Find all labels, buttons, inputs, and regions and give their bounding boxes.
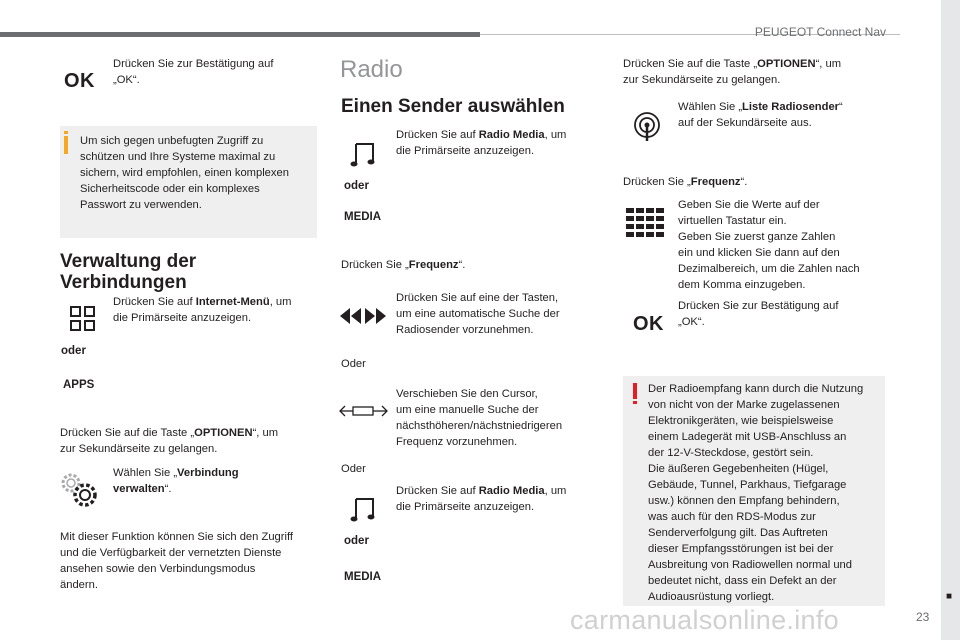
warning-box — [623, 376, 885, 606]
text-line: um eine automatische Suche der — [396, 308, 560, 320]
oder-label: oder — [344, 535, 369, 547]
text-line: Wählen Sie „Liste Radiosender“ — [678, 101, 843, 113]
ok-instruction — [678, 298, 878, 330]
text-line: Um sich gegen unbefugten Zugriff zu — [80, 135, 264, 147]
text-line: sichern, wird empfohlen, einen komplexen — [80, 167, 289, 179]
warning-icon — [633, 383, 637, 399]
heading-line: Verbindungen — [60, 272, 187, 293]
text-line: Sicherheitscode oder ein komplexes — [80, 183, 260, 195]
info-icon-dot — [64, 131, 68, 134]
ok-instruction — [113, 56, 313, 88]
music-note-icon — [350, 496, 376, 524]
text-line: Gebäude, Tunnel, Parkhaus, Tiefgarage — [648, 479, 847, 491]
text-line: usw.) können den Empfang behindern, — [648, 495, 840, 507]
text-line: Mit dieser Funktion können Sie sich den Zugriff — [60, 531, 293, 543]
text-line: Die äußeren Gegebenheiten (Hügel, — [648, 463, 829, 475]
sidebar-marker: ■ — [946, 591, 953, 602]
oder-label: Oder — [341, 358, 366, 370]
text-line: Drücken Sie auf Radio Media, um — [396, 129, 567, 141]
frequency-slider-icon — [339, 404, 389, 418]
seek-instruction — [396, 290, 596, 338]
text-line: auf der Sekundärseite aus. — [678, 117, 812, 129]
text-line: der 12-V-Steckdose, gestört sein. — [648, 447, 814, 459]
text-line: Verschieben Sie den Cursor, — [396, 388, 538, 400]
keypad-instruction — [678, 197, 893, 293]
frequenz-instruction: Drücken Sie „Frequenz“. — [623, 176, 748, 188]
text-line: dem Komma einzugeben. — [678, 279, 806, 291]
text-line: Der Radioempfang kann durch die Nutzung — [648, 383, 864, 395]
oder-label: oder — [61, 345, 86, 357]
text-line: Drücken Sie zur Bestätigung auf — [678, 300, 839, 312]
text-line: Drücken Sie auf die Taste „OPTIONEN“, um — [60, 427, 279, 439]
radio-title: Radio — [340, 56, 403, 83]
info-icon — [64, 136, 68, 154]
text-line: verwalten“. — [113, 483, 172, 495]
closing-paragraph — [60, 529, 322, 593]
verbindung-instruction — [113, 465, 313, 497]
liste-instruction — [678, 99, 888, 131]
radio-station-icon — [632, 112, 662, 142]
media-label: MEDIA — [344, 571, 382, 583]
text-line: zur Sekundärseite zu gelangen. — [60, 443, 218, 455]
page-number: 23 — [916, 610, 930, 624]
text-line: um eine manuelle Suche der — [396, 404, 539, 416]
text-line: Radiosender vorzunehmen. — [396, 324, 534, 336]
keypad-icon — [626, 208, 666, 238]
text-line: was auch für den RDS-Modus zur — [648, 511, 816, 523]
media-label: MEDIA — [344, 211, 382, 223]
text-line: Drücken Sie auf eine der Tasten, — [396, 292, 559, 304]
text-line: ändern. — [60, 579, 98, 591]
oder-label: oder — [344, 180, 369, 192]
text-line: die Primärseite anzuzeigen. — [396, 145, 535, 157]
text-line: ansehen sowie den Verbindungsmodus — [60, 563, 256, 575]
ok-icon: OK — [633, 313, 664, 335]
text-line: virtuellen Tastatur ein. — [678, 215, 787, 227]
text-line: Dezimalbereich, um die Zahlen nach — [678, 263, 860, 275]
header-title: PEUGEOT Connect Nav — [754, 25, 886, 39]
text-line: die Primärseite anzuzeigen. — [113, 312, 252, 324]
cursor-instruction — [396, 386, 596, 450]
text-line: Drücken Sie auf Radio Media, um — [396, 485, 567, 497]
section-heading — [60, 251, 196, 293]
music-note-icon — [350, 141, 376, 169]
optionen-instruction — [60, 425, 320, 457]
text-line: Ausbreitung von Radiowellen normal und — [648, 559, 852, 571]
text-line: Geben Sie zuerst ganze Zahlen — [678, 231, 836, 243]
text-line: die Primärseite anzuzeigen. — [396, 501, 535, 513]
info-box — [60, 126, 317, 238]
warning-text — [648, 381, 884, 605]
text-line: bedeutet nicht, dass ein Defekt an der — [648, 575, 837, 587]
text-line: und die Verfügbarkeit der vernetzten Dienste — [60, 547, 282, 559]
page-sidebar — [941, 0, 960, 640]
radio-media-instruction — [396, 483, 596, 515]
optionen-instruction — [623, 56, 888, 88]
seek-arrows-icon — [339, 306, 387, 326]
gear-icon — [58, 470, 100, 510]
text-line: nächsthöheren/nächstniedrigeren — [396, 420, 563, 432]
apps-label: APPS — [63, 379, 95, 391]
internet-menu-instruction — [113, 294, 318, 326]
text-line: Drücken Sie auf die Taste „OPTIONEN“, um — [623, 58, 842, 70]
text-line: schützen und Ihre Systeme maximal zu — [80, 151, 276, 163]
oder-label: Oder — [341, 463, 366, 475]
frequenz-instruction: Drücken Sie „Frequenz“. — [341, 259, 466, 271]
internet-menu-icon — [70, 306, 96, 332]
heading-line: Verwaltung der — [60, 251, 197, 272]
ok-icon: OK — [64, 70, 95, 92]
text-line: ein und klicken Sie dann auf den — [678, 247, 840, 259]
header-rule — [0, 32, 480, 37]
text-line: Drücken Sie auf Internet-Menü, um — [113, 296, 292, 308]
info-text — [80, 133, 315, 213]
text-line: „OK“. — [678, 316, 705, 328]
text-line: Frequenz vorzunehmen. — [396, 436, 518, 448]
warning-icon-dot — [633, 401, 637, 404]
text-line: Audioausrüstung vorliegt. — [648, 591, 775, 603]
text-line: Elektronikgeräten, wie beispielsweise — [648, 415, 834, 427]
text-line: von nicht von der Marke zugelassenen — [648, 399, 840, 411]
text-line: Drücken Sie zur Bestätigung auf — [113, 58, 274, 70]
text-line: zur Sekundärseite zu gelangen. — [623, 74, 781, 86]
text-line: Geben Sie die Werte auf der — [678, 199, 820, 211]
section-heading: Einen Sender auswählen — [341, 96, 565, 117]
watermark: carmanualsonline.info — [570, 605, 839, 635]
text-line: dieser Empfangsstörungen ist bei der — [648, 543, 834, 555]
radio-media-instruction — [396, 127, 596, 159]
text-line: Senderverfolgung gilt. Das Auftreten — [648, 527, 828, 539]
text-line: „OK“. — [113, 74, 140, 86]
text-line: Passwort zu verwenden. — [80, 199, 202, 211]
text-line: einem Ladegerät mit USB-Anschluss an — [648, 431, 847, 443]
text-line: Wählen Sie „Verbindung — [113, 467, 239, 479]
